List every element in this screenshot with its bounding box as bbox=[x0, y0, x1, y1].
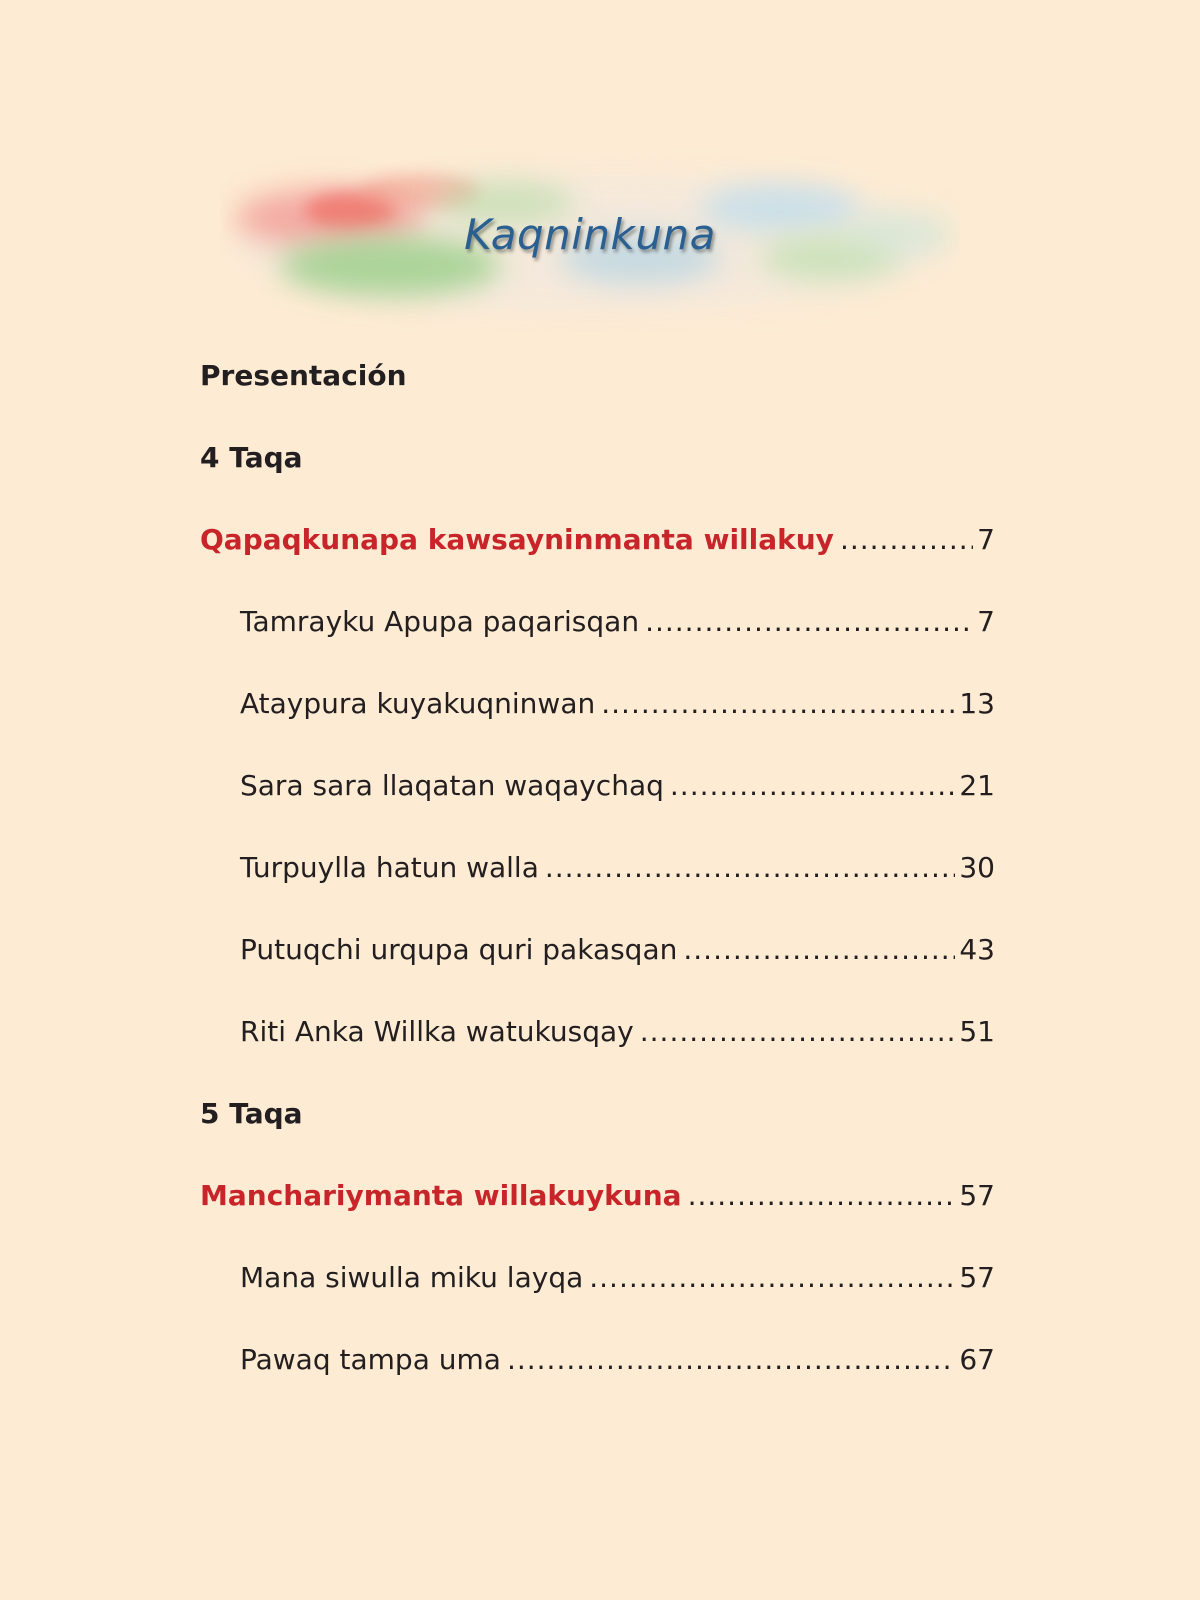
page-number: 21 bbox=[959, 769, 995, 802]
dot-leader bbox=[683, 930, 955, 970]
dot-leader bbox=[507, 1340, 955, 1380]
toc-entry[interactable] bbox=[240, 684, 995, 724]
toc-entry[interactable] bbox=[240, 766, 995, 806]
entry-title: Sara sara llaqatan waqaychaq bbox=[240, 769, 664, 802]
section-title: Manchariymanta willakuykuna bbox=[200, 1179, 682, 1212]
title-banner bbox=[220, 148, 960, 338]
dot-leader bbox=[545, 848, 955, 888]
entry-title: Putuqchi urqupa quri pakasqan bbox=[240, 933, 678, 966]
toc-section-1[interactable] bbox=[200, 520, 995, 560]
page-number: 7 bbox=[977, 605, 995, 638]
entry-title: Ataypura kuyakuqninwan bbox=[240, 687, 596, 720]
heading-taqa-4: 4 Taqa bbox=[200, 441, 303, 474]
toc-entry[interactable] bbox=[240, 602, 995, 642]
page-number: 7 bbox=[977, 523, 995, 556]
page-number: 43 bbox=[959, 933, 995, 966]
page-number: 57 bbox=[959, 1261, 995, 1294]
entry-title: Turpuylla hatun walla bbox=[240, 851, 539, 884]
dot-leader bbox=[670, 766, 955, 806]
page-number: 13 bbox=[959, 687, 995, 720]
page-number: 51 bbox=[959, 1015, 995, 1048]
toc-entry[interactable] bbox=[240, 1258, 995, 1298]
page-number: 67 bbox=[959, 1343, 995, 1376]
heading-taqa-5: 5 Taqa bbox=[200, 1097, 303, 1130]
toc-entry[interactable] bbox=[240, 1012, 995, 1052]
section-title: Qapaqkunapa kawsayninmanta willakuy bbox=[200, 523, 834, 556]
dot-leader bbox=[640, 1012, 956, 1052]
dot-leader bbox=[589, 1258, 955, 1298]
page-number: 57 bbox=[959, 1179, 995, 1212]
entry-title: Mana siwulla miku layqa bbox=[240, 1261, 584, 1294]
page-title: Kaqninkuna bbox=[464, 210, 716, 259]
dot-leader bbox=[688, 1176, 956, 1216]
dot-leader bbox=[645, 602, 973, 642]
heading-presentacion[interactable]: Presentación bbox=[200, 359, 407, 392]
dot-leader bbox=[840, 520, 973, 560]
toc-entry[interactable] bbox=[240, 848, 995, 888]
entry-title: Riti Anka Willka watukusqay bbox=[240, 1015, 634, 1048]
toc-section-2[interactable] bbox=[200, 1176, 995, 1216]
entry-title: Pawaq tampa uma bbox=[240, 1343, 501, 1376]
entry-title: Tamrayku Apupa paqarisqan bbox=[240, 605, 640, 638]
toc-entry[interactable] bbox=[240, 1340, 995, 1380]
page-number: 30 bbox=[959, 851, 995, 884]
toc-entry[interactable] bbox=[240, 930, 995, 970]
dot-leader bbox=[601, 684, 955, 724]
